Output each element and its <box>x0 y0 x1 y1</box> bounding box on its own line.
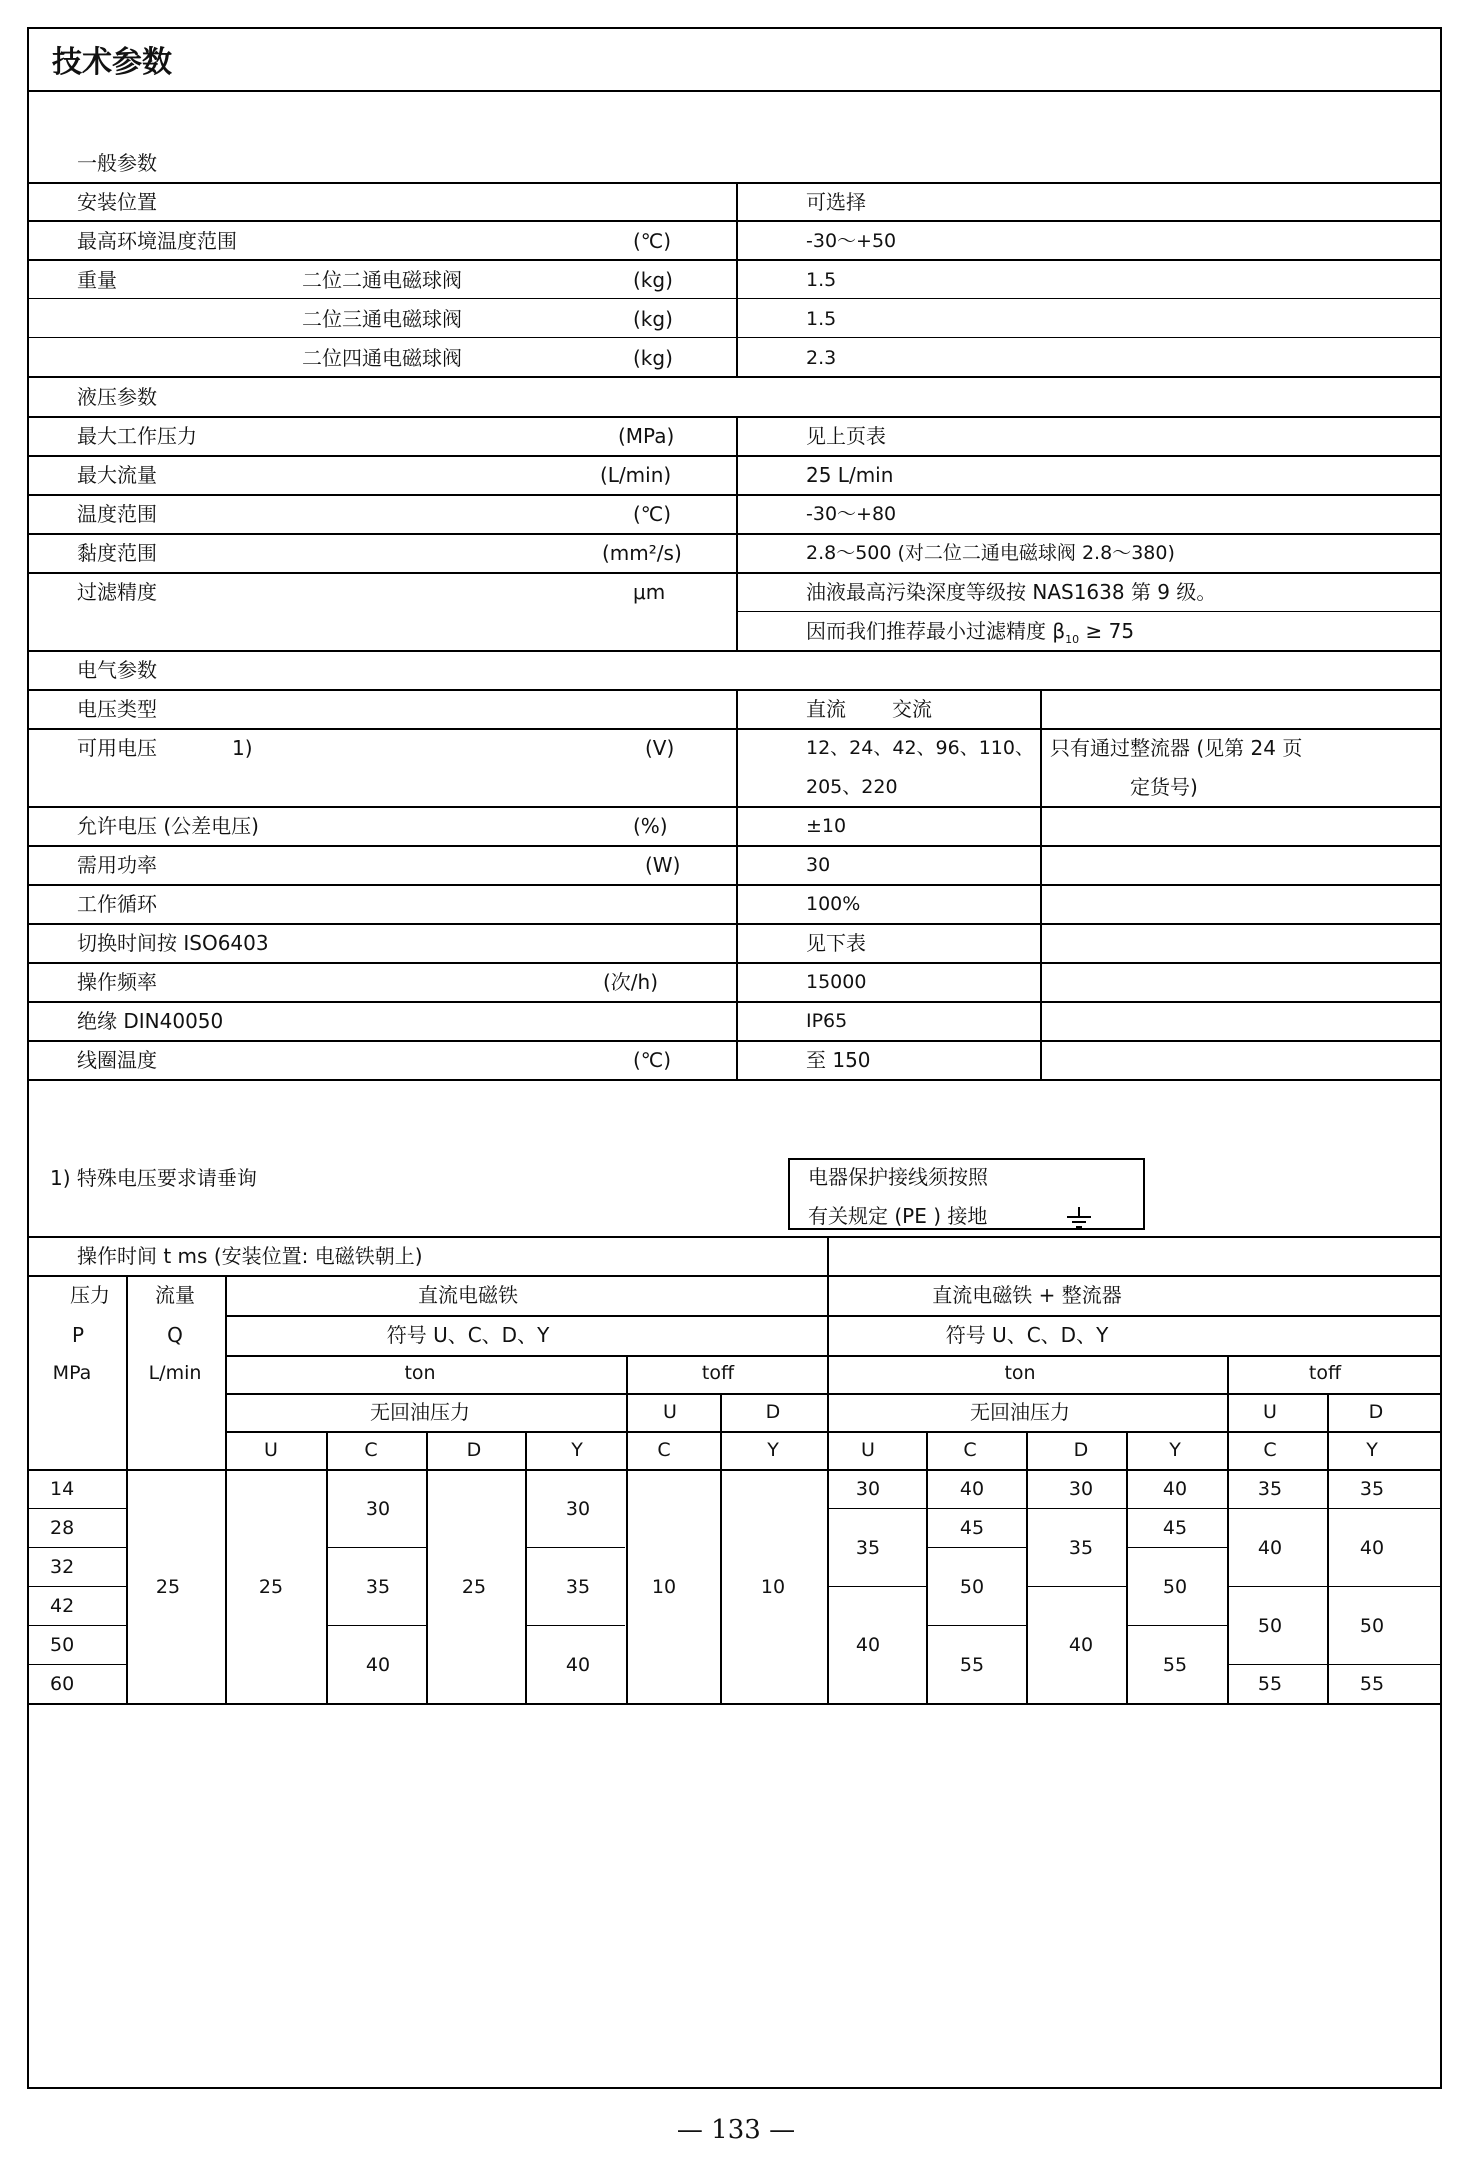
dcr-toff-u: U <box>1263 1401 1277 1423</box>
voltage-type-label: 电压类型 <box>77 697 157 721</box>
column-divider <box>720 1393 722 1703</box>
divider <box>27 1040 1442 1042</box>
divider <box>927 1547 1026 1548</box>
divider <box>27 1547 126 1548</box>
column-divider <box>736 182 738 376</box>
divider <box>525 1625 625 1626</box>
divider <box>927 1508 1026 1509</box>
divider <box>27 298 1442 299</box>
divider <box>27 1664 126 1665</box>
r-toff-u-value: 50 <box>1257 1615 1283 1637</box>
hyd-value: 2.8～500 (对二位二通电磁球阀 2.8～380) <box>806 542 1175 564</box>
r-ton-d-value: 35 <box>1068 1537 1094 1559</box>
dc-toff-u: U <box>663 1401 677 1423</box>
col-c: C <box>364 1439 378 1461</box>
filter-label: 过滤精度 <box>77 580 157 604</box>
col-u: U <box>861 1439 875 1461</box>
hyd-label: 最大工作压力 <box>77 424 197 448</box>
divider <box>736 611 1442 612</box>
divider <box>27 220 1442 222</box>
mounting-value: 可选择 <box>806 190 866 214</box>
divider <box>327 1547 427 1548</box>
elec-unit: (℃) <box>633 1048 672 1072</box>
dc-toff: toff <box>701 1362 735 1384</box>
section-hydraulic-heading: 液压参数 <box>77 385 157 409</box>
divider <box>1127 1547 1227 1548</box>
divider <box>1227 1508 1442 1509</box>
divider <box>525 1547 625 1548</box>
col-u: U <box>264 1439 278 1461</box>
dc-toff-d: D <box>765 1401 781 1423</box>
r-ton-y-value: 55 <box>1162 1654 1188 1676</box>
dc-ton: ton <box>404 1362 436 1384</box>
dc-ton-y-value: 35 <box>565 1576 591 1598</box>
divider <box>27 1079 1442 1081</box>
pressure-value: 42 <box>50 1595 75 1617</box>
elec-value: 15000 <box>806 971 867 993</box>
pressure-value: 28 <box>50 1517 75 1539</box>
elec-unit: (W) <box>645 853 681 877</box>
r-toff-u-value: 40 <box>1257 1537 1283 1559</box>
column-divider <box>225 1275 227 1703</box>
divider <box>225 1315 1442 1317</box>
divider <box>1227 1586 1442 1587</box>
column-divider <box>736 689 738 1079</box>
dc-symbols: 符号 U、C、D、Y <box>386 1323 550 1347</box>
divider <box>27 533 1442 535</box>
r-toff-d-value: 55 <box>1359 1673 1385 1695</box>
weight-unit: (kg) <box>633 346 673 370</box>
col-c: C <box>657 1439 671 1461</box>
divider <box>27 416 1442 418</box>
dc-magnet-heading: 直流电磁铁 <box>418 1283 518 1307</box>
hyd-label: 黏度范围 <box>77 541 157 565</box>
r-ton-u-value: 30 <box>855 1478 881 1500</box>
timing-title: 操作时间 t ms (安装位置: 电磁铁朝上) <box>77 1244 423 1268</box>
col-d: D <box>466 1439 482 1461</box>
weight-value: 2.3 <box>806 347 837 369</box>
divider <box>27 689 1442 691</box>
pressure-value: 32 <box>50 1556 75 1578</box>
divider <box>27 572 1442 574</box>
hyd-unit: (L/min) <box>600 463 672 487</box>
divider <box>27 1236 1442 1238</box>
dcr-ton: ton <box>1004 1362 1036 1384</box>
filter-value-line1: 油液最高污染深度等级按 NAS1638 第 9 级。 <box>806 580 1217 604</box>
divider <box>27 259 1442 261</box>
dcr-toff: toff <box>1308 1362 1342 1384</box>
elec-label: 需用功率 <box>77 853 157 877</box>
divider <box>828 1508 927 1509</box>
divider <box>927 1625 1026 1626</box>
pressure-value: 14 <box>50 1478 75 1500</box>
elec-value: 100% <box>806 893 861 915</box>
r-ton-c-value: 45 <box>959 1517 985 1539</box>
divider <box>27 494 1442 496</box>
hyd-label: 温度范围 <box>77 502 157 526</box>
protection-note-line2: 有关规定 (PE ) 接地 <box>808 1204 988 1228</box>
column-divider <box>525 1431 527 1703</box>
weight-label: 重量 <box>77 268 117 292</box>
divider <box>225 1431 1442 1433</box>
dc-toff-c-value: 10 <box>651 1576 677 1598</box>
divider <box>27 884 1442 886</box>
hyd-unit: (MPa) <box>618 424 675 448</box>
divider <box>27 182 1442 184</box>
weight-type: 二位二通电磁球阀 <box>302 268 462 292</box>
elec-value: 至 150 <box>806 1048 871 1072</box>
available-voltage-label: 可用电压 <box>77 736 157 760</box>
elec-value: 30 <box>806 854 831 876</box>
divider <box>27 650 1442 652</box>
divider <box>225 1355 1442 1357</box>
r-toff-u-value: 55 <box>1257 1673 1283 1695</box>
divider <box>327 1625 427 1626</box>
col-d: D <box>1073 1439 1089 1461</box>
divider <box>27 728 1442 730</box>
column-divider <box>926 1431 928 1703</box>
dcr-no-back-pressure: 无回油压力 <box>970 1400 1070 1424</box>
r-toff-d-value: 35 <box>1359 1478 1385 1500</box>
dc-ton-y-value: 40 <box>565 1654 591 1676</box>
ambient-label: 最高环境温度范围 <box>77 229 237 253</box>
divider <box>27 337 1442 338</box>
ambient-value: -30～+50 <box>806 230 897 252</box>
pressure-value: 50 <box>50 1634 75 1656</box>
dc-label: 直流 <box>806 697 846 721</box>
col-c: C <box>963 1439 977 1461</box>
column-divider <box>426 1431 428 1703</box>
ambient-unit: (℃) <box>633 229 672 253</box>
elec-label: 操作频率 <box>77 970 157 994</box>
divider <box>27 90 1442 92</box>
divider <box>225 1393 1442 1395</box>
col-y: Y <box>571 1439 583 1461</box>
dc-ton-c-value: 35 <box>365 1576 391 1598</box>
column-divider <box>827 1236 829 1703</box>
pressure-unit: MPa <box>52 1362 92 1384</box>
dc-ton-c-value: 30 <box>365 1498 391 1520</box>
r-ton-d-value: 40 <box>1068 1634 1094 1656</box>
dcr-toff-d: D <box>1368 1401 1384 1423</box>
r-ton-c-value: 40 <box>959 1478 985 1500</box>
divider <box>1026 1508 1127 1509</box>
divider <box>27 1001 1442 1003</box>
r-ton-c-value: 55 <box>959 1654 985 1676</box>
column-divider <box>1126 1431 1128 1703</box>
dc-no-back-pressure: 无回油压力 <box>370 1400 470 1424</box>
dc-ton-u-value: 25 <box>258 1576 284 1598</box>
ground-icon <box>1064 1205 1094 1231</box>
divider <box>27 1469 1442 1471</box>
divider <box>27 1275 1442 1277</box>
divider <box>1026 1586 1127 1587</box>
hyd-label: 最大流量 <box>77 463 157 487</box>
divider <box>27 1508 126 1509</box>
flow-symbol: Q <box>167 1323 183 1347</box>
filter-unit: μm <box>633 580 666 604</box>
col-y: Y <box>1169 1439 1181 1461</box>
divider <box>1127 1508 1227 1509</box>
section-electrical-heading: 电气参数 <box>77 658 157 682</box>
elec-label: 工作循环 <box>77 892 157 916</box>
column-divider <box>626 1355 628 1703</box>
available-voltage-unit: (V) <box>645 736 675 760</box>
divider <box>27 1625 126 1626</box>
divider <box>27 806 1442 808</box>
dc-ton-c-value: 40 <box>365 1654 391 1676</box>
flow-unit: L/min <box>148 1362 202 1384</box>
r-toff-u-value: 35 <box>1257 1478 1283 1500</box>
column-divider <box>126 1275 128 1703</box>
column-divider <box>326 1431 328 1703</box>
weight-unit: (kg) <box>633 307 673 331</box>
elec-label: 允许电压 (公差电压) <box>77 814 259 838</box>
hyd-value: -30～+80 <box>806 503 897 525</box>
mounting-label: 安装位置 <box>77 190 157 214</box>
elec-value: IP65 <box>806 1010 848 1032</box>
r-toff-d-value: 40 <box>1359 1537 1385 1559</box>
flow-header: 流量 <box>155 1283 195 1307</box>
available-voltage-note: 1) <box>232 736 253 760</box>
hyd-unit: (℃) <box>633 502 672 526</box>
col-y: Y <box>1366 1439 1378 1461</box>
elec-value: ±10 <box>806 815 847 837</box>
filter-value-line2: 因而我们推荐最小过滤精度 $\beta_{10} \ge 75$ <box>806 619 1135 646</box>
weight-value: 1.5 <box>806 308 837 330</box>
r-ton-u-value: 35 <box>855 1537 881 1559</box>
divider <box>1127 1625 1227 1626</box>
page-title: 技术参数 <box>52 45 172 80</box>
r-toff-d-value: 50 <box>1359 1615 1385 1637</box>
page-number: — 133 — <box>676 2115 796 2145</box>
elec-unit: (%) <box>633 814 668 838</box>
divider <box>27 845 1442 847</box>
column-divider <box>1026 1431 1028 1703</box>
weight-value: 1.5 <box>806 269 837 291</box>
section-general-heading: 一般参数 <box>77 151 157 175</box>
divider <box>828 1586 927 1587</box>
weight-unit: (kg) <box>633 268 673 292</box>
dcr-symbols: 符号 U、C、D、Y <box>945 1323 1109 1347</box>
dc-ton-y-value: 30 <box>565 1498 591 1520</box>
divider <box>27 455 1442 457</box>
r-ton-d-value: 30 <box>1068 1478 1094 1500</box>
available-dc-line2: 205、220 <box>806 776 898 798</box>
hyd-unit: (mm²/s) <box>602 541 682 565</box>
column-divider <box>1227 1355 1229 1703</box>
elec-label: 线圈温度 <box>77 1048 157 1072</box>
r-ton-c-value: 50 <box>959 1576 985 1598</box>
protection-note-line1: 电器保护接线须按照 <box>808 1165 988 1189</box>
hyd-value: 见上页表 <box>806 424 886 448</box>
divider <box>1227 1664 1442 1665</box>
pressure-value: 60 <box>50 1673 75 1695</box>
divider <box>27 376 1442 378</box>
divider <box>27 1586 126 1587</box>
r-ton-y-value: 40 <box>1162 1478 1188 1500</box>
elec-unit: (次/h) <box>603 970 659 994</box>
column-divider <box>736 416 738 650</box>
footnote: 1) 特殊电压要求请垂询 <box>50 1166 257 1190</box>
divider <box>27 962 1442 964</box>
hyd-value: 25 L/min <box>806 463 894 487</box>
elec-label: 绝缘 DIN40050 <box>77 1009 224 1033</box>
divider <box>27 1703 1442 1705</box>
available-ac-line1: 只有通过整流器 (见第 24 页 <box>1050 736 1303 760</box>
r-ton-u-value: 40 <box>855 1634 881 1656</box>
available-ac-line2: 定货号) <box>1130 775 1198 799</box>
ac-label: 交流 <box>892 697 932 721</box>
divider <box>27 923 1442 925</box>
dc-ton-d-value: 25 <box>461 1576 487 1598</box>
weight-type: 二位三通电磁球阀 <box>302 307 462 331</box>
r-ton-y-value: 45 <box>1162 1517 1188 1539</box>
flow-value: 25 <box>155 1576 181 1598</box>
dc-rectifier-heading: 直流电磁铁 + 整流器 <box>932 1283 1122 1307</box>
col-c: C <box>1263 1439 1277 1461</box>
dc-toff-y-value: 10 <box>760 1576 786 1598</box>
weight-type: 二位四通电磁球阀 <box>302 346 462 370</box>
col-y: Y <box>767 1439 779 1461</box>
available-dc-line1: 12、24、42、96、110、 <box>806 737 1034 759</box>
pressure-header: 压力 <box>70 1283 110 1307</box>
pressure-symbol: P <box>71 1323 85 1347</box>
elec-value: 见下表 <box>806 931 866 955</box>
elec-label: 切换时间按 ISO6403 <box>77 931 269 955</box>
column-divider <box>1040 689 1042 1079</box>
column-divider <box>1327 1393 1329 1703</box>
r-ton-y-value: 50 <box>1162 1576 1188 1598</box>
